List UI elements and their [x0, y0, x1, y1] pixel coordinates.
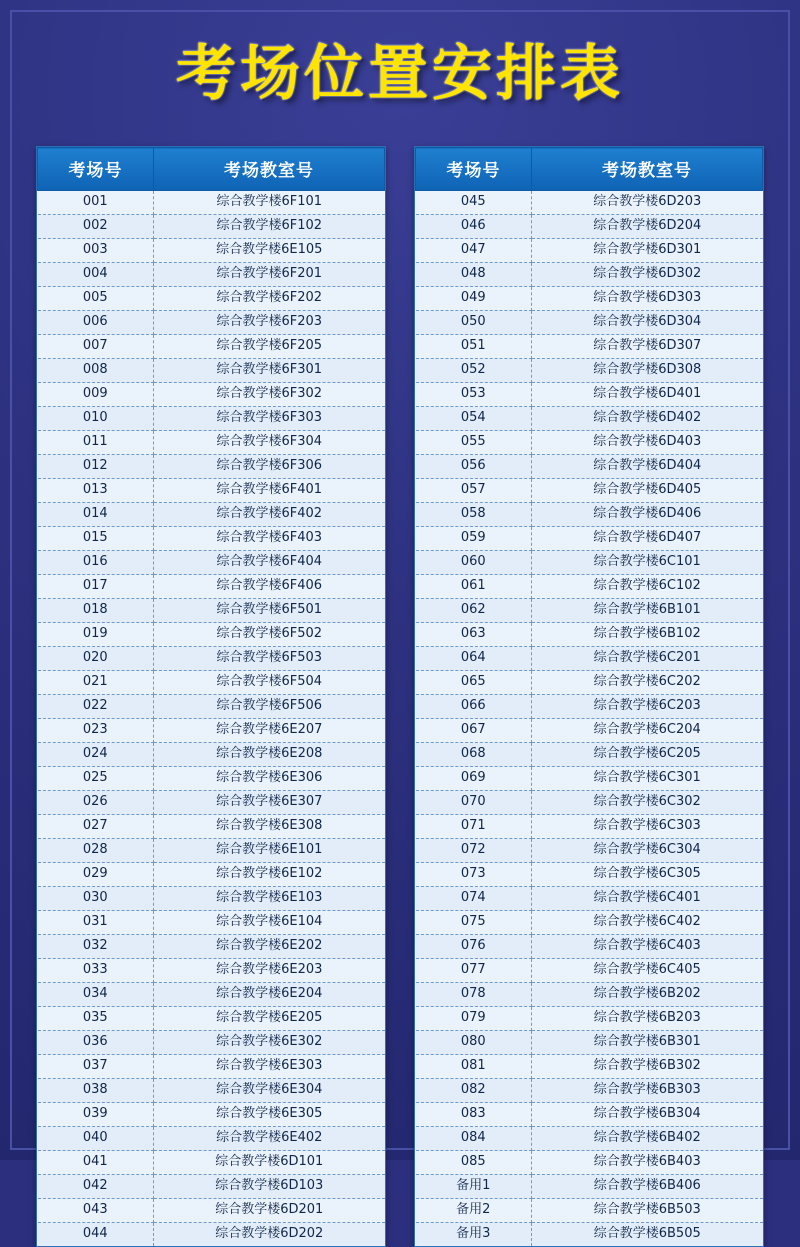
table-row — [416, 407, 763, 431]
cell-exam-no: 013 — [38, 479, 154, 503]
cell-exam-no: 备用2 — [416, 1199, 532, 1223]
table-row — [38, 983, 385, 1007]
table-row — [38, 359, 385, 383]
cell-classroom: 综合教学楼6E202 — [154, 935, 385, 959]
table-row — [416, 911, 763, 935]
table-row — [38, 191, 385, 215]
cell-exam-no: 002 — [38, 215, 154, 239]
cell-exam-no: 043 — [38, 1199, 154, 1223]
cell-exam-no: 010 — [38, 407, 154, 431]
cell-classroom: 综合教学楼6D401 — [532, 383, 763, 407]
cell-classroom: 综合教学楼6F102 — [154, 215, 385, 239]
table-row — [416, 575, 763, 599]
table-row — [38, 1007, 385, 1031]
cell-classroom: 综合教学楼6E304 — [154, 1079, 385, 1103]
cell-classroom: 综合教学楼6C405 — [532, 959, 763, 983]
table-row — [38, 431, 385, 455]
cell-classroom: 综合教学楼6F504 — [154, 671, 385, 695]
cell-classroom: 综合教学楼6C202 — [532, 671, 763, 695]
table-row — [38, 1055, 385, 1079]
table-row — [416, 791, 763, 815]
table-row — [38, 407, 385, 431]
cell-exam-no: 041 — [38, 1151, 154, 1175]
table-row — [416, 287, 763, 311]
cell-classroom: 综合教学楼6F205 — [154, 335, 385, 359]
cell-exam-no: 079 — [416, 1007, 532, 1031]
cell-classroom: 综合教学楼6D302 — [532, 263, 763, 287]
cell-exam-no: 021 — [38, 671, 154, 695]
cell-classroom: 综合教学楼6B203 — [532, 1007, 763, 1031]
table-row — [38, 311, 385, 335]
cell-exam-no: 004 — [38, 263, 154, 287]
cell-classroom: 综合教学楼6C304 — [532, 839, 763, 863]
tables-container — [36, 146, 764, 1247]
table-row — [38, 695, 385, 719]
cell-classroom: 综合教学楼6C302 — [532, 791, 763, 815]
cell-classroom: 综合教学楼6D404 — [532, 455, 763, 479]
cell-exam-no: 044 — [38, 1223, 154, 1247]
table-row — [38, 599, 385, 623]
cell-exam-no: 065 — [416, 671, 532, 695]
table-row — [38, 719, 385, 743]
cell-classroom: 综合教学楼6C102 — [532, 575, 763, 599]
cell-classroom: 综合教学楼6B403 — [532, 1151, 763, 1175]
cell-classroom: 综合教学楼6C203 — [532, 695, 763, 719]
cell-classroom: 综合教学楼6E308 — [154, 815, 385, 839]
cell-exam-no: 030 — [38, 887, 154, 911]
cell-classroom: 综合教学楼6D303 — [532, 287, 763, 311]
table-row — [416, 383, 763, 407]
cell-classroom: 综合教学楼6E204 — [154, 983, 385, 1007]
cell-classroom: 综合教学楼6D203 — [532, 191, 763, 215]
table-row — [38, 1175, 385, 1199]
table-row — [416, 1007, 763, 1031]
cell-exam-no: 076 — [416, 935, 532, 959]
cell-classroom: 综合教学楼6B302 — [532, 1055, 763, 1079]
cell-classroom: 综合教学楼6B303 — [532, 1079, 763, 1103]
table-row — [416, 959, 763, 983]
cell-classroom: 综合教学楼6F301 — [154, 359, 385, 383]
cell-classroom: 综合教学楼6E208 — [154, 743, 385, 767]
table-row — [38, 1127, 385, 1151]
cell-classroom: 综合教学楼6F203 — [154, 311, 385, 335]
cell-exam-no: 008 — [38, 359, 154, 383]
table-row — [38, 1199, 385, 1223]
cell-exam-no: 054 — [416, 407, 532, 431]
cell-exam-no: 备用1 — [416, 1175, 532, 1199]
cell-classroom: 综合教学楼6B202 — [532, 983, 763, 1007]
table-row — [38, 887, 385, 911]
right-table-block — [414, 146, 764, 1247]
cell-exam-no: 067 — [416, 719, 532, 743]
cell-exam-no: 071 — [416, 815, 532, 839]
cell-classroom: 综合教学楼6E102 — [154, 863, 385, 887]
table-row — [38, 839, 385, 863]
table-row — [38, 935, 385, 959]
cell-exam-no: 047 — [416, 239, 532, 263]
right-table — [415, 147, 763, 1246]
cell-exam-no: 073 — [416, 863, 532, 887]
cell-classroom: 综合教学楼6C401 — [532, 887, 763, 911]
cell-classroom: 综合教学楼6D301 — [532, 239, 763, 263]
table-row — [38, 1103, 385, 1127]
cell-exam-no: 045 — [416, 191, 532, 215]
cell-exam-no: 017 — [38, 575, 154, 599]
cell-classroom: 综合教学楼6B406 — [532, 1175, 763, 1199]
cell-classroom: 综合教学楼6C201 — [532, 647, 763, 671]
cell-exam-no: 023 — [38, 719, 154, 743]
cell-classroom: 综合教学楼6D402 — [532, 407, 763, 431]
table-row — [38, 1223, 385, 1247]
table-row — [416, 263, 763, 287]
table-row — [416, 1175, 763, 1199]
table-row — [416, 1199, 763, 1223]
cell-exam-no: 012 — [38, 455, 154, 479]
cell-exam-no: 001 — [38, 191, 154, 215]
table-row — [416, 671, 763, 695]
table-row — [416, 695, 763, 719]
table-row — [38, 863, 385, 887]
table-row — [416, 527, 763, 551]
cell-classroom: 综合教学楼6C402 — [532, 911, 763, 935]
cell-exam-no: 060 — [416, 551, 532, 575]
table-row — [416, 1079, 763, 1103]
cell-classroom: 综合教学楼6B402 — [532, 1127, 763, 1151]
table-row — [416, 935, 763, 959]
table-row — [416, 1031, 763, 1055]
table-row — [38, 767, 385, 791]
cell-exam-no: 055 — [416, 431, 532, 455]
table-row — [416, 839, 763, 863]
cell-exam-no: 033 — [38, 959, 154, 983]
table-row — [38, 575, 385, 599]
cell-exam-no: 074 — [416, 887, 532, 911]
table-row — [38, 239, 385, 263]
table-row — [38, 263, 385, 287]
table-row — [38, 743, 385, 767]
cell-exam-no: 064 — [416, 647, 532, 671]
cell-exam-no: 058 — [416, 503, 532, 527]
cell-exam-no: 082 — [416, 1079, 532, 1103]
cell-classroom: 综合教学楼6F506 — [154, 695, 385, 719]
table-row — [416, 335, 763, 359]
cell-classroom: 综合教学楼6E203 — [154, 959, 385, 983]
cell-classroom: 综合教学楼6D307 — [532, 335, 763, 359]
cell-classroom: 综合教学楼6D204 — [532, 215, 763, 239]
cell-classroom: 综合教学楼6D407 — [532, 527, 763, 551]
cell-exam-no: 083 — [416, 1103, 532, 1127]
cell-exam-no: 006 — [38, 311, 154, 335]
cell-classroom: 综合教学楼6F201 — [154, 263, 385, 287]
cell-exam-no: 042 — [38, 1175, 154, 1199]
cell-exam-no: 059 — [416, 527, 532, 551]
header-exam-no: 考场号 — [416, 148, 532, 191]
left-table-body — [38, 191, 385, 1247]
table-row — [416, 479, 763, 503]
table-row — [38, 455, 385, 479]
table-row — [38, 671, 385, 695]
table-row — [416, 1103, 763, 1127]
table-row — [416, 551, 763, 575]
cell-exam-no: 025 — [38, 767, 154, 791]
cell-classroom: 综合教学楼6C403 — [532, 935, 763, 959]
table-row — [38, 287, 385, 311]
cell-classroom: 综合教学楼6F404 — [154, 551, 385, 575]
cell-classroom: 综合教学楼6F303 — [154, 407, 385, 431]
cell-classroom: 综合教学楼6B102 — [532, 623, 763, 647]
cell-classroom: 综合教学楼6E207 — [154, 719, 385, 743]
cell-classroom: 综合教学楼6B304 — [532, 1103, 763, 1127]
cell-classroom: 综合教学楼6F302 — [154, 383, 385, 407]
cell-exam-no: 011 — [38, 431, 154, 455]
cell-classroom: 综合教学楼6D101 — [154, 1151, 385, 1175]
cell-classroom: 综合教学楼6E303 — [154, 1055, 385, 1079]
cell-classroom: 综合教学楼6D405 — [532, 479, 763, 503]
left-table-block — [36, 146, 386, 1247]
table-row — [416, 743, 763, 767]
cell-classroom: 综合教学楼6C101 — [532, 551, 763, 575]
cell-classroom: 综合教学楼6F306 — [154, 455, 385, 479]
left-table — [37, 147, 385, 1246]
table-row — [416, 1055, 763, 1079]
cell-exam-no: 019 — [38, 623, 154, 647]
cell-exam-no: 068 — [416, 743, 532, 767]
cell-classroom: 综合教学楼6E307 — [154, 791, 385, 815]
table-row — [38, 1079, 385, 1103]
table-row — [416, 239, 763, 263]
cell-exam-no: 020 — [38, 647, 154, 671]
cell-exam-no: 026 — [38, 791, 154, 815]
table-row — [416, 887, 763, 911]
cell-classroom: 综合教学楼6C205 — [532, 743, 763, 767]
cell-exam-no: 075 — [416, 911, 532, 935]
table-header-row — [38, 148, 385, 191]
cell-exam-no: 038 — [38, 1079, 154, 1103]
cell-classroom: 综合教学楼6D202 — [154, 1223, 385, 1247]
cell-exam-no: 052 — [416, 359, 532, 383]
table-row — [416, 431, 763, 455]
table-row — [38, 959, 385, 983]
table-row — [416, 1127, 763, 1151]
cell-classroom: 综合教学楼6B505 — [532, 1223, 763, 1247]
header-classroom: 考场教室号 — [532, 148, 763, 191]
cell-exam-no: 066 — [416, 695, 532, 719]
cell-exam-no: 056 — [416, 455, 532, 479]
cell-classroom: 综合教学楼6C305 — [532, 863, 763, 887]
cell-exam-no: 081 — [416, 1055, 532, 1079]
cell-classroom: 综合教学楼6D308 — [532, 359, 763, 383]
cell-classroom: 综合教学楼6B503 — [532, 1199, 763, 1223]
table-row — [38, 383, 385, 407]
cell-exam-no: 061 — [416, 575, 532, 599]
table-row — [416, 719, 763, 743]
cell-exam-no: 032 — [38, 935, 154, 959]
page-title: 考场位置安排表 — [176, 39, 624, 109]
table-row — [38, 335, 385, 359]
table-row — [416, 863, 763, 887]
right-table-body — [416, 191, 763, 1247]
cell-classroom: 综合教学楼6B101 — [532, 599, 763, 623]
cell-exam-no: 080 — [416, 1031, 532, 1055]
table-row — [416, 983, 763, 1007]
cell-exam-no: 053 — [416, 383, 532, 407]
cell-exam-no: 035 — [38, 1007, 154, 1031]
cell-classroom: 综合教学楼6D403 — [532, 431, 763, 455]
cell-classroom: 综合教学楼6E306 — [154, 767, 385, 791]
cell-classroom: 综合教学楼6F403 — [154, 527, 385, 551]
cell-exam-no: 034 — [38, 983, 154, 1007]
cell-classroom: 综合教学楼6F401 — [154, 479, 385, 503]
cell-classroom: 综合教学楼6F406 — [154, 575, 385, 599]
cell-exam-no: 084 — [416, 1127, 532, 1151]
table-row — [416, 599, 763, 623]
cell-exam-no: 028 — [38, 839, 154, 863]
cell-exam-no: 040 — [38, 1127, 154, 1151]
cell-exam-no: 018 — [38, 599, 154, 623]
cell-exam-no: 062 — [416, 599, 532, 623]
cell-classroom: 综合教学楼6F304 — [154, 431, 385, 455]
table-row — [38, 1151, 385, 1175]
cell-exam-no: 049 — [416, 287, 532, 311]
cell-exam-no: 022 — [38, 695, 154, 719]
table-row — [416, 815, 763, 839]
header-classroom: 考场教室号 — [154, 148, 385, 191]
table-row — [416, 767, 763, 791]
cell-classroom: 综合教学楼6F402 — [154, 503, 385, 527]
cell-classroom: 综合教学楼6E305 — [154, 1103, 385, 1127]
cell-exam-no: 016 — [38, 551, 154, 575]
table-row — [38, 623, 385, 647]
table-row — [38, 815, 385, 839]
cell-exam-no: 063 — [416, 623, 532, 647]
cell-classroom: 综合教学楼6E101 — [154, 839, 385, 863]
cell-exam-no: 046 — [416, 215, 532, 239]
cell-exam-no: 005 — [38, 287, 154, 311]
cell-exam-no: 048 — [416, 263, 532, 287]
cell-classroom: 综合教学楼6D304 — [532, 311, 763, 335]
cell-exam-no: 037 — [38, 1055, 154, 1079]
table-row — [38, 527, 385, 551]
table-row — [416, 1151, 763, 1175]
cell-exam-no: 029 — [38, 863, 154, 887]
cell-classroom: 综合教学楼6E402 — [154, 1127, 385, 1151]
cell-classroom: 综合教学楼6E104 — [154, 911, 385, 935]
table-row — [416, 311, 763, 335]
cell-classroom: 综合教学楼6F503 — [154, 647, 385, 671]
cell-exam-no: 069 — [416, 767, 532, 791]
table-row — [38, 215, 385, 239]
cell-exam-no: 085 — [416, 1151, 532, 1175]
table-row — [38, 1031, 385, 1055]
table-row — [416, 623, 763, 647]
table-row — [38, 479, 385, 503]
cell-exam-no: 070 — [416, 791, 532, 815]
cell-classroom: 综合教学楼6C301 — [532, 767, 763, 791]
cell-exam-no: 072 — [416, 839, 532, 863]
cell-classroom: 综合教学楼6E105 — [154, 239, 385, 263]
cell-exam-no: 009 — [38, 383, 154, 407]
cell-classroom: 综合教学楼6D406 — [532, 503, 763, 527]
table-row — [416, 359, 763, 383]
cell-classroom: 综合教学楼6C204 — [532, 719, 763, 743]
cell-exam-no: 036 — [38, 1031, 154, 1055]
cell-classroom: 综合教学楼6B301 — [532, 1031, 763, 1055]
cell-classroom: 综合教学楼6F501 — [154, 599, 385, 623]
table-row — [38, 503, 385, 527]
cell-exam-no: 015 — [38, 527, 154, 551]
cell-classroom: 综合教学楼6E302 — [154, 1031, 385, 1055]
cell-exam-no: 039 — [38, 1103, 154, 1127]
table-row — [38, 791, 385, 815]
cell-exam-no: 024 — [38, 743, 154, 767]
cell-exam-no: 031 — [38, 911, 154, 935]
cell-classroom: 综合教学楼6F101 — [154, 191, 385, 215]
table-row — [416, 191, 763, 215]
cell-classroom: 综合教学楼6E205 — [154, 1007, 385, 1031]
cell-exam-no: 003 — [38, 239, 154, 263]
cell-exam-no: 051 — [416, 335, 532, 359]
cell-classroom: 综合教学楼6E103 — [154, 887, 385, 911]
cell-classroom: 综合教学楼6F502 — [154, 623, 385, 647]
table-row — [416, 455, 763, 479]
cell-exam-no: 备用3 — [416, 1223, 532, 1247]
cell-exam-no: 027 — [38, 815, 154, 839]
table-row — [38, 911, 385, 935]
table-row — [416, 647, 763, 671]
cell-classroom: 综合教学楼6F202 — [154, 287, 385, 311]
cell-exam-no: 078 — [416, 983, 532, 1007]
cell-exam-no: 077 — [416, 959, 532, 983]
cell-exam-no: 057 — [416, 479, 532, 503]
table-row — [38, 647, 385, 671]
cell-classroom: 综合教学楼6D103 — [154, 1175, 385, 1199]
cell-exam-no: 050 — [416, 311, 532, 335]
cell-classroom: 综合教学楼6C303 — [532, 815, 763, 839]
table-row — [416, 503, 763, 527]
table-row — [416, 1223, 763, 1247]
table-row — [38, 551, 385, 575]
cell-exam-no: 014 — [38, 503, 154, 527]
header-exam-no: 考场号 — [38, 148, 154, 191]
cell-exam-no: 007 — [38, 335, 154, 359]
table-row — [416, 215, 763, 239]
cell-classroom: 综合教学楼6D201 — [154, 1199, 385, 1223]
table-header-row — [416, 148, 763, 191]
